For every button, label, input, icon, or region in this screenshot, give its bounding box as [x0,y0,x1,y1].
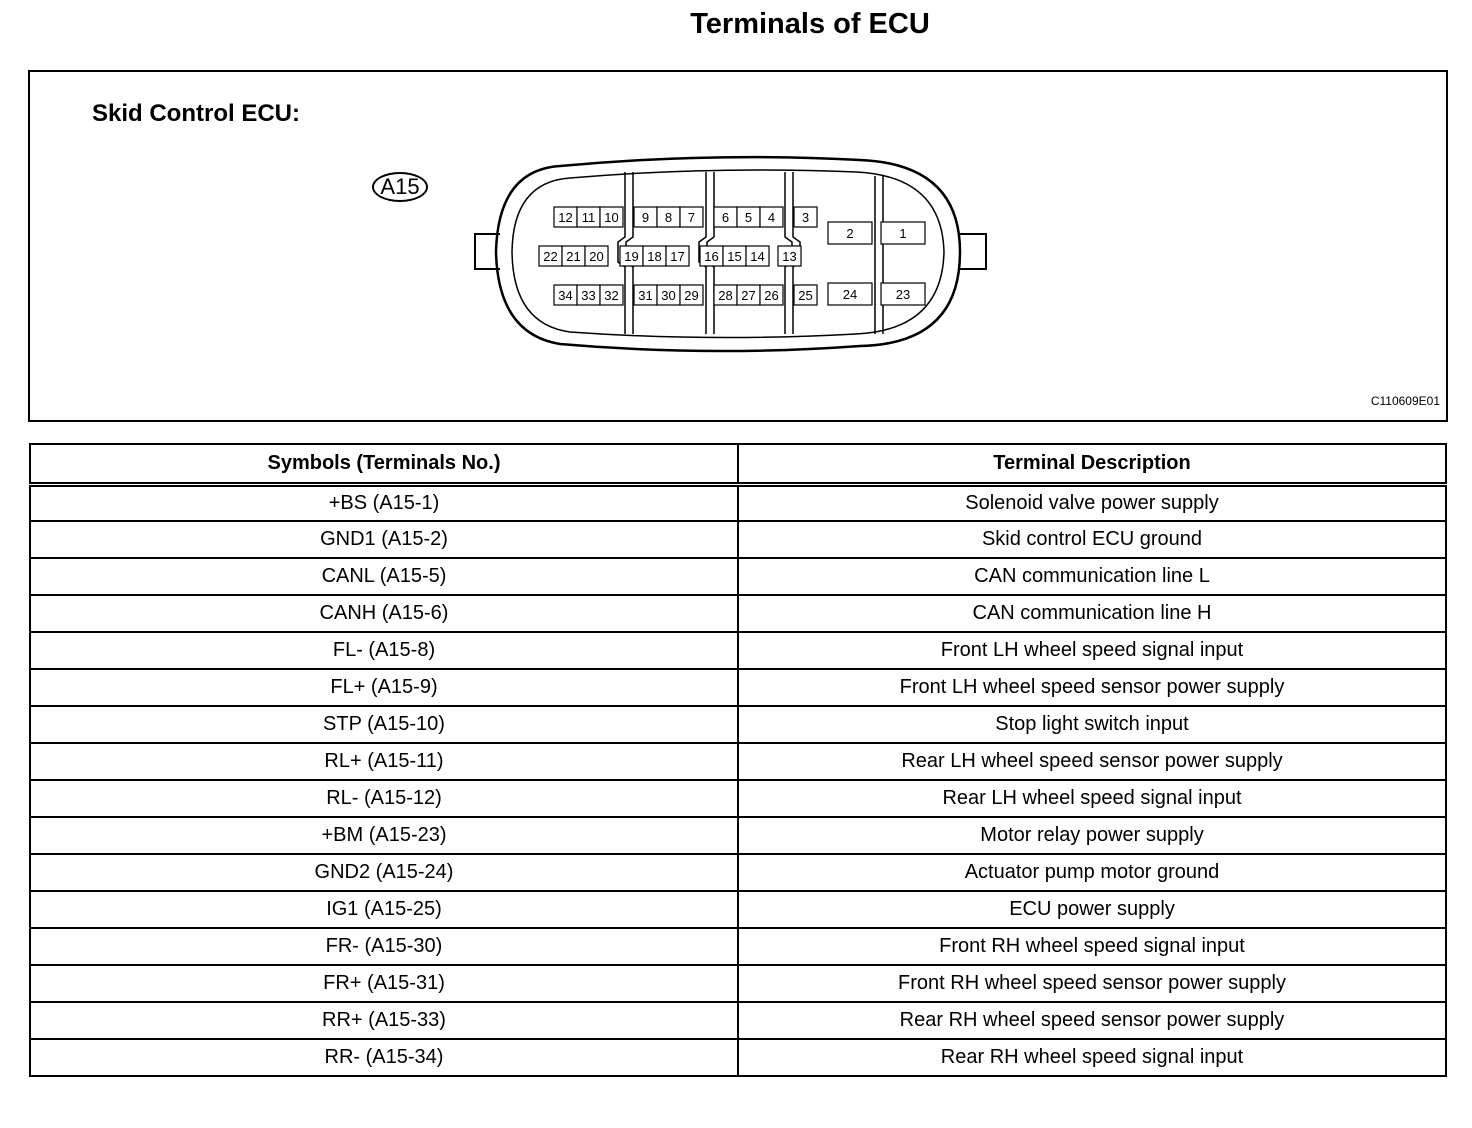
cell-description: Motor relay power supply [738,817,1446,854]
table-row [30,669,1446,706]
connector-diagram [30,72,1446,420]
right-latch-tab [958,234,986,269]
cell-description: Front LH wheel speed signal input [738,632,1446,669]
table-row [30,817,1446,854]
pin-label-1: 1 [899,226,907,241]
cell-symbol: FL- (A15-8) [30,632,738,669]
connector-figure [28,70,1448,422]
pin-label-32: 32 [604,288,619,303]
pin-label-10: 10 [604,210,619,225]
table-row [30,928,1446,965]
table-row [30,891,1446,928]
page-title: Terminals of ECU [690,8,930,40]
pin-row-1 [554,207,925,244]
table-row [30,558,1446,595]
cell-description: Rear RH wheel speed sensor power supply [738,1002,1446,1039]
table-row [30,854,1446,891]
pin-label-24: 24 [842,287,858,302]
section-label: Skid Control ECU: [92,100,300,127]
pin-label-15: 15 [727,249,742,264]
cell-symbol: RR- (A15-34) [30,1039,738,1076]
cell-symbol: GND1 (A15-2) [30,521,738,558]
cell-symbol: CANL (A15-5) [30,558,738,595]
table-row [30,965,1446,1002]
cell-symbol: IG1 (A15-25) [30,891,738,928]
pin-label-14: 14 [750,249,765,264]
pin-label-19: 19 [624,249,639,264]
cell-symbol: FL+ (A15-9) [30,669,738,706]
pin-row-2 [539,246,801,266]
table-row [30,1039,1446,1076]
pin-label-6: 6 [721,210,730,225]
table-row [30,521,1446,558]
pin-label-2: 2 [846,226,854,241]
table-row [30,780,1446,817]
header-symbols: Symbols (Terminals No.) [30,444,738,484]
cell-symbol: GND2 (A15-24) [30,854,738,891]
cell-symbol: RL- (A15-12) [30,780,738,817]
cell-symbol: FR- (A15-30) [30,928,738,965]
pin-label-22: 22 [543,249,558,264]
pin-label-7: 7 [687,210,696,225]
pin-label-31: 31 [638,288,653,303]
pin-label-9: 9 [641,210,650,225]
figure-code: C110609E01 [1370,394,1440,408]
cell-description: Skid control ECU ground [738,521,1446,558]
pin-label-21: 21 [566,249,581,264]
connector-id: A15 [372,172,428,202]
cell-description: Stop light switch input [738,706,1446,743]
cell-symbol: RL+ (A15-11) [30,743,738,780]
pin-label-12: 12 [558,210,573,225]
pin-label-20: 20 [589,249,604,264]
cell-symbol: STP (A15-10) [30,706,738,743]
table-row [30,632,1446,669]
cell-symbol: +BM (A15-23) [30,817,738,854]
table-row [30,743,1446,780]
cell-description: CAN communication line L [738,558,1446,595]
pin-label-30: 30 [661,288,676,303]
pin-label-11: 11 [581,210,596,225]
pin-label-26: 26 [764,288,779,303]
table-row [30,706,1446,743]
pin-label-27: 27 [741,288,756,303]
header-description: Terminal Description [738,444,1446,484]
pin-label-17: 17 [670,249,685,264]
pin-label-25: 25 [798,288,813,303]
pin-label-16: 16 [704,249,719,264]
cell-symbol: CANH (A15-6) [30,595,738,632]
pin-label-33: 33 [581,288,596,303]
cell-description: Rear RH wheel speed signal input [738,1039,1446,1076]
pin-label-5: 5 [744,210,753,225]
cell-description: Actuator pump motor ground [738,854,1446,891]
cell-description: Front LH wheel speed sensor power supply [738,669,1446,706]
terminal-table [29,443,1447,1077]
pin-label-13: 13 [782,249,797,264]
cell-symbol: +BS (A15-1) [30,484,738,521]
cell-symbol: FR+ (A15-31) [30,965,738,1002]
cell-description: Front RH wheel speed sensor power supply [738,965,1446,1002]
pin-label-3: 3 [801,210,810,225]
pin-label-34: 34 [558,288,573,303]
cell-description: CAN communication line H [738,595,1446,632]
pin-label-8: 8 [664,210,673,225]
cell-description: Solenoid valve power supply [738,484,1446,521]
pin-label-23: 23 [895,287,911,302]
cell-description: Front RH wheel speed signal input [738,928,1446,965]
table-row [30,1002,1446,1039]
pin-row-3 [554,283,925,305]
cell-description: Rear LH wheel speed signal input [738,780,1446,817]
pin-label-29: 29 [684,288,699,303]
cell-description: ECU power supply [738,891,1446,928]
table-header-row [30,444,1446,484]
cell-description: Rear LH wheel speed sensor power supply [738,743,1446,780]
pin-label-28: 28 [718,288,733,303]
pin-label-4: 4 [767,210,776,225]
table-row [30,484,1446,521]
table-row [30,595,1446,632]
pin-label-18: 18 [647,249,662,264]
cell-symbol: RR+ (A15-33) [30,1002,738,1039]
